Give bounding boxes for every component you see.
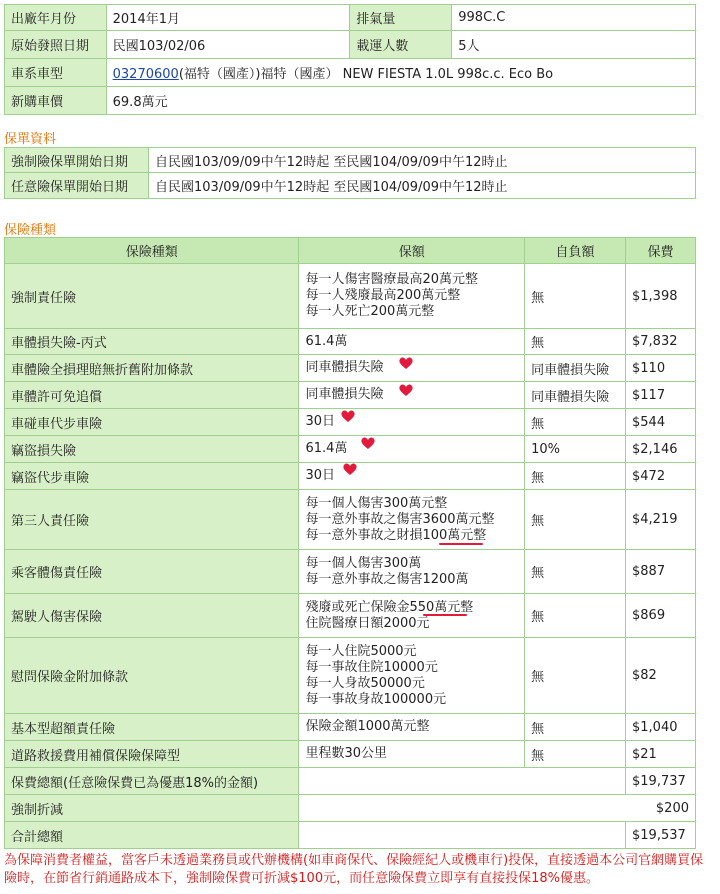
coverage-name: 車體許可免追償: [5, 382, 299, 409]
coverage-amount-line: 61.4萬: [305, 333, 348, 349]
coverage-premium: $82: [626, 638, 696, 714]
coverage-amount-line: 每一事故身故100000元: [305, 691, 447, 707]
coverage-deductible: 無: [525, 550, 626, 594]
displacement-value: 998C.C: [452, 5, 696, 31]
coverage-amount: [299, 329, 525, 355]
reg-date-value: 民國103/02/06: [106, 31, 350, 59]
header-type: 保險種類: [5, 238, 299, 264]
header-deductible: 自負額: [525, 238, 626, 264]
coverage-name: 慰問保險金附加條款: [5, 638, 299, 714]
coverage-name: 駕駛人傷害保險: [5, 594, 299, 638]
coverage-amount-line: 每一人住院5000元: [305, 643, 417, 659]
total-value: $19,737: [626, 768, 696, 795]
header-amount: 保額: [299, 238, 525, 264]
price-label: 新購車價: [5, 87, 107, 115]
policy-section-title: 保單資料: [4, 132, 57, 147]
coverage-premium: $1,398: [626, 264, 696, 329]
heart-check-mark-icon: [340, 409, 356, 423]
coverage-row: [5, 714, 696, 741]
header-premium: 保費: [626, 238, 696, 264]
coverage-amount-line: 每一人身故50000元: [305, 675, 425, 691]
coverage-deductible: 無: [525, 463, 626, 490]
coverage-row: [5, 382, 696, 409]
coverage-deductible: 無: [525, 741, 626, 768]
coverage-section-title: 保險種類: [4, 223, 57, 238]
coverage-row: [5, 638, 696, 714]
coverage-amount: [299, 550, 525, 594]
coverage-amount-line: 殘廢或死亡保險金550萬元整: [305, 599, 474, 615]
coverage-premium: $110: [626, 355, 696, 382]
coverage-deductible: 無: [525, 594, 626, 638]
coverage-amount-line: 30日: [305, 414, 336, 429]
coverage-amount-line: 30日: [305, 468, 336, 483]
seats-label: 載運人數: [350, 31, 452, 59]
coverage-row: [5, 355, 696, 382]
coverage-premium: $21: [626, 741, 696, 768]
coverage-amount-line: 每一個人傷害300萬: [305, 555, 422, 571]
coverage-name: 道路救援費用補償保險保障型: [5, 741, 299, 768]
coverage-row: [5, 741, 696, 768]
model-value: [106, 59, 695, 87]
discount-value: $200: [299, 795, 696, 822]
coverage-deductible: 無: [525, 638, 626, 714]
mfg-value: 2014年1月: [106, 5, 350, 31]
coverage-name: 車碰車代步車險: [5, 409, 299, 436]
coverage-row: [5, 329, 696, 355]
discount-notice: 為保障消費者權益，當客戶未透過業務員或代辦機構(如車商保代、保險經紀人或機車行)投保，直接透過本公司官網購買保險時，在節省行銷通路成本下，強制險保費可折減$100元，而任意險保費立即享有直接投保18%優惠。: [4, 853, 704, 886]
coverage-name: 強制責任險: [5, 264, 299, 329]
heart-check-mark-icon: [360, 436, 376, 450]
coverage-amount: [299, 463, 525, 490]
coverage-amount: [299, 436, 525, 463]
coverage-premium: $7,832: [626, 329, 696, 355]
coverage-premium: $2,146: [626, 436, 696, 463]
coverage-amount-line: 同車體損失險: [305, 387, 384, 402]
model-code-link[interactable]: 03270600: [112, 67, 179, 82]
coverage-row: [5, 264, 696, 329]
coverage-amount: [299, 264, 525, 329]
coverage-deductible: 無: [525, 714, 626, 741]
coverage-amount: [299, 741, 525, 768]
coverage-amount-line: 住院醫療日額2000元: [305, 615, 430, 631]
coverage-name: 車體險全損理賠無折舊附加條款: [5, 355, 299, 382]
model-text: (福特（國產）)福特（國產） NEW FIESTA 1.0L 998c.c. Eco Bo: [178, 67, 554, 82]
coverage-premium: $869: [626, 594, 696, 638]
coverage-amount-line: 同車體損失險: [305, 360, 384, 375]
heart-check-mark-icon: [398, 356, 414, 370]
coverage-row: [5, 550, 696, 594]
coverage-amount-line: 每一人死亡200萬元整: [305, 304, 435, 319]
coverage-deductible: 同車體損失險: [525, 382, 626, 409]
coverage-amount-line: 里程數30公里: [305, 746, 388, 761]
policy-row-label: 任意險保單開始日期: [5, 173, 149, 199]
coverage-amount: [299, 409, 525, 436]
coverage-premium: $887: [626, 550, 696, 594]
model-label: 車系車型: [5, 59, 107, 87]
grand-total-blank: [299, 822, 626, 849]
coverage-name: 乘客體傷責任險: [5, 550, 299, 594]
total-label: 保費總額(任意險保費已為優惠18%的金額): [5, 768, 299, 795]
coverage-amount-line: 每一意外事故之傷害3600萬元整: [305, 511, 495, 527]
coverage-amount-line: 每一意外事故之財損100萬元整: [305, 527, 487, 543]
policy-row-label: 強制險保單開始日期: [5, 148, 149, 173]
coverage-name: 竊盜代步車險: [5, 463, 299, 490]
coverage-amount-line: 每一人殘廢最高200萬元整: [305, 288, 461, 303]
displacement-label: 排氣量: [350, 5, 452, 31]
policy-row-value: 自民國103/09/09中午12時起 至民國104/09/09中午12時止: [149, 173, 696, 199]
coverage-amount: [299, 490, 525, 550]
coverage-row: [5, 490, 696, 550]
policy-row-value: 自民國103/09/09中午12時起 至民國104/09/09中午12時止: [149, 148, 696, 173]
coverage-name: 基本型超額責任險: [5, 714, 299, 741]
coverage-deductible: 無: [525, 490, 626, 550]
underline-annotation: [423, 614, 467, 616]
coverage-amount-line: 61.4萬: [305, 441, 348, 456]
coverage-amount: [299, 594, 525, 638]
coverage-deductible: 無: [525, 329, 626, 355]
grand-total-label: 合計總額: [5, 822, 299, 849]
reg-date-label: 原始發照日期: [5, 31, 107, 59]
coverage-row: [5, 436, 696, 463]
coverage-amount-line: 每一事故住院10000元: [305, 659, 438, 675]
coverage-premium: $117: [626, 382, 696, 409]
coverage-premium: $1,040: [626, 714, 696, 741]
mfg-label: 出廠年月份: [5, 5, 107, 31]
grand-total-value: $19,537: [626, 822, 696, 849]
coverage-amount-line: 每一個人傷害300萬元整: [305, 495, 448, 511]
coverage-premium: $4,219: [626, 490, 696, 550]
coverage-name: 竊盜損失險: [5, 436, 299, 463]
coverage-amount: [299, 638, 525, 714]
coverage-premium: $472: [626, 463, 696, 490]
coverage-table: [4, 237, 696, 849]
seats-value: 5人: [452, 31, 696, 59]
coverage-deductible: 10%: [525, 436, 626, 463]
coverage-premium: $544: [626, 409, 696, 436]
vehicle-info-table: [4, 4, 696, 115]
coverage-amount-line: 保險金額1000萬元整: [305, 719, 430, 734]
coverage-amount-line: 每一人傷害醫療最高20萬元整: [305, 272, 479, 287]
coverage-amount-line: 每一意外事故之傷害1200萬: [305, 571, 469, 587]
coverage-deductible: 無: [525, 264, 626, 329]
policy-table: [4, 147, 696, 199]
coverage-name: 車體損失險-丙式: [5, 329, 299, 355]
discount-label: 強制折減: [5, 795, 299, 822]
underline-annotation: [439, 543, 483, 545]
coverage-row: [5, 594, 696, 638]
heart-check-mark-icon: [398, 383, 414, 397]
total-blank: [299, 768, 626, 795]
coverage-deductible: 無: [525, 409, 626, 436]
heart-check-mark-icon: [342, 462, 358, 476]
price-value: 69.8萬元: [106, 87, 695, 115]
coverage-amount: [299, 714, 525, 741]
coverage-name: 第三人責任險: [5, 490, 299, 550]
coverage-deductible: 同車體損失險: [525, 355, 626, 382]
